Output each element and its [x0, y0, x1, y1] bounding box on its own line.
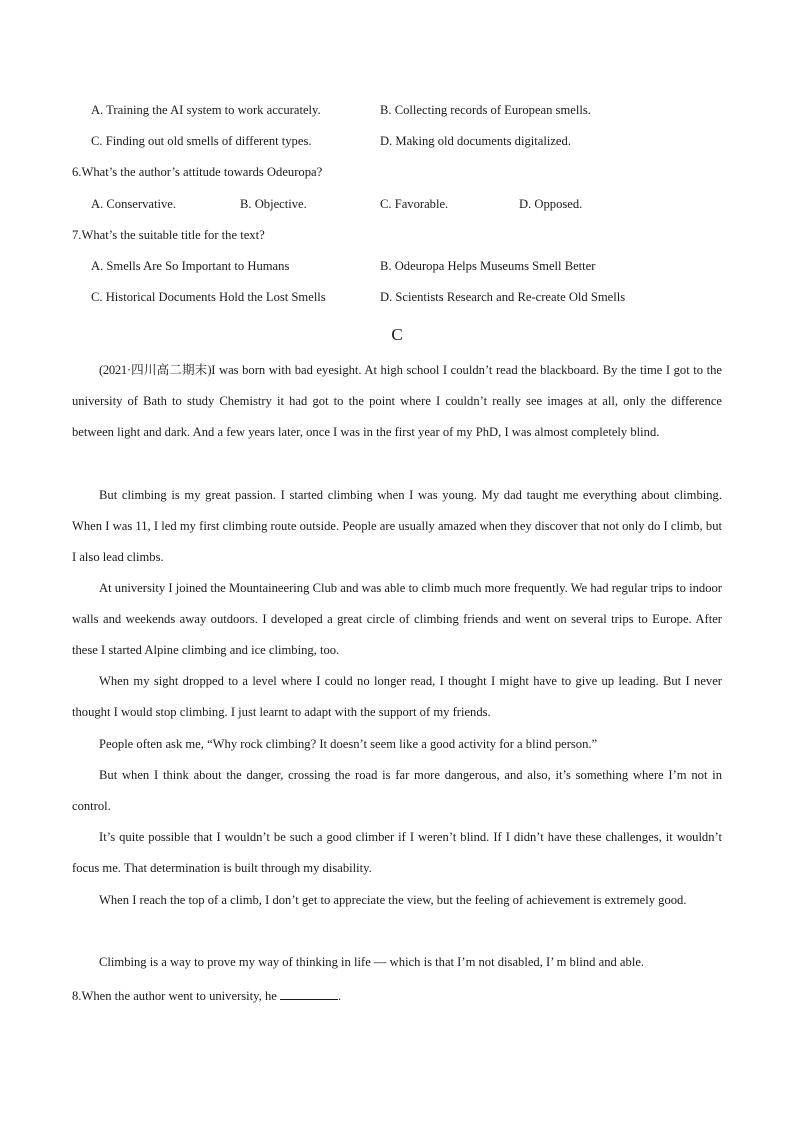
- q8-stem: 8.When the author went to university, he: [72, 989, 277, 1003]
- q7-options-row-2: [0, 289, 794, 305]
- q7-stem: 7.What’s the suitable title for the text?: [72, 228, 265, 242]
- q5-options-row-2: [0, 133, 794, 149]
- q6-option-c[interactable]: C. Favorable.: [380, 197, 449, 211]
- section-heading-c: C: [391, 325, 403, 344]
- q8-answer-blank[interactable]: [280, 987, 338, 1000]
- q6-option-b[interactable]: B. Objective.: [240, 197, 307, 211]
- passage-paragraph-7: It’s quite possible that I wouldn’t be such a good climber if I weren’t blind. If I didn’t have these challenges, it wouldn’t focus me. That determination is built through my disability.: [72, 830, 722, 876]
- q8-end: .: [337, 989, 342, 1003]
- passage-paragraph-4: When my sight dropped to a level where I could no longer read, I thought I might have to give up leading. But I never thought I would stop climbing. I just learnt to adapt with the support of my friends.: [72, 674, 722, 720]
- q6-option-a[interactable]: A. Conservative.: [91, 197, 176, 211]
- passage-paragraph-8: When I reach the top of a climb, I don’t get to appreciate the view, but the feeling of achievement is extremely good.: [99, 893, 687, 907]
- passage-paragraph-3: At university I joined the Mountaineering Club and was able to climb much more frequently. We had regular trips to indoor walls and weekends away outdoors. I developed a great circle of climbing friends and went on several trips to Europe. After these I started Alpine climbing and ice climbing, too.: [72, 581, 722, 658]
- passage-paragraph-6: But when I think about the danger, crossing the road is far more dangerous, and also, it’s something where I’m not in control.: [72, 768, 722, 814]
- q7-option-d[interactable]: D. Scientists Research and Re-create Old Smells: [380, 290, 626, 304]
- q6-stem: 6.What’s the author’s attitude towards Odeuropa?: [72, 165, 323, 179]
- q5-options-row-1: [0, 102, 794, 118]
- q5-option-d[interactable]: D. Making old documents digitalized.: [380, 134, 571, 148]
- q7-option-b[interactable]: B. Odeuropa Helps Museums Smell Better: [380, 259, 596, 273]
- q5-option-a[interactable]: A. Training the AI system to work accurately.: [91, 103, 321, 117]
- q8-stem-line: [72, 987, 341, 1004]
- passage-paragraph-9: Climbing is a way to prove my way of thinking in life — which is that I’m not disabled, I’ m blind and able.: [99, 955, 645, 969]
- q5-option-c[interactable]: C. Finding out old smells of different types.: [91, 134, 312, 148]
- paragraph-1-text: I was born with bad eyesight. At high school I couldn’t read the blackboard. By the time I got to the university of Bath to study Chemistry it had got to the point where I couldn’t really see images at all, only the difference between light and dark. And a few years later, once I was in the first year of my PhD, I was almost completely blind.: [72, 363, 722, 440]
- q7-option-c[interactable]: C. Historical Documents Hold the Lost Smells: [91, 290, 326, 304]
- passage-paragraph-2: But climbing is my great passion. I started climbing when I was young. My dad taught me everything about climbing. When I was 11, I led my first climbing route outside. People are usually amazed when they discover that not only do I climb, but I also lead climbs.: [72, 488, 722, 565]
- passage-paragraph-1: [72, 355, 722, 448]
- source-note: (2021·四川高二期末): [99, 363, 212, 377]
- q5-option-b[interactable]: B. Collecting records of European smells.: [380, 103, 591, 117]
- q7-option-a[interactable]: A. Smells Are So Important to Humans: [91, 259, 290, 273]
- q6-option-d[interactable]: D. Opposed.: [519, 197, 583, 211]
- q7-options-row-1: [0, 258, 794, 274]
- passage-paragraph-5: People often ask me, “Why rock climbing? It doesn’t seem like a good activity for a blind person.”: [99, 737, 598, 751]
- q6-options-row: [0, 196, 794, 212]
